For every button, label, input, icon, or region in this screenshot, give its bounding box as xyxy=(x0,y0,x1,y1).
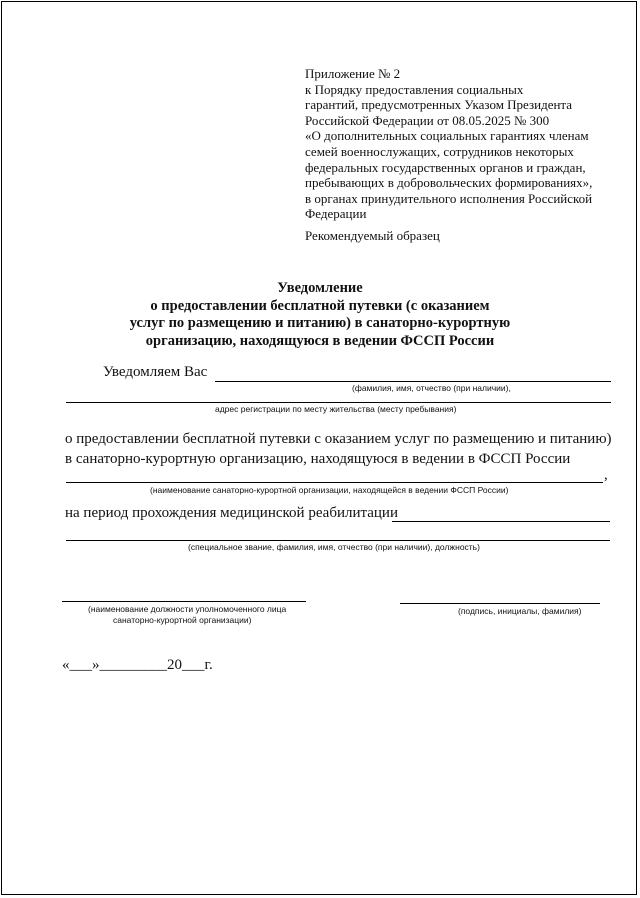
body-line-2: в санаторно-курортную организацию, находящуюся в ведении в ФССП России xyxy=(65,451,571,467)
title-line: Уведомление xyxy=(277,280,363,296)
sample-label: Рекомендуемый образец xyxy=(305,228,440,243)
document-title xyxy=(0,280,640,350)
appendix-line: Федерации xyxy=(305,206,367,222)
position-field-line[interactable] xyxy=(62,601,306,602)
person-field-line[interactable] xyxy=(66,540,610,541)
signature-field-line[interactable] xyxy=(400,603,600,604)
appendix-line: «О дополнительных социальных гарантиях членам xyxy=(305,128,589,144)
appendix-line: к Порядку предоставления социальных xyxy=(305,81,524,97)
period-label: на период прохождения медицинской реабилитации xyxy=(65,505,398,521)
address-field-line[interactable] xyxy=(66,402,611,403)
fio-hint: (фамилия, имя, отчество (при наличии), xyxy=(352,383,511,393)
period-field-line[interactable] xyxy=(392,521,610,522)
date-field[interactable]: «___»_________20___г. xyxy=(62,657,213,673)
title-line: о предоставлении бесплатной путевки (с оказанием xyxy=(150,297,490,314)
appendix-line: семей военнослужащих, сотрудников некоторых xyxy=(305,143,574,159)
appendix-header xyxy=(305,66,605,222)
appendix-line: федеральных государственных органов и граждан, xyxy=(305,159,586,175)
appendix-line: Российской Федерации от 08.05.2025 № 300 xyxy=(305,112,550,128)
appendix-line: пребывающих в добровольческих формированиях», xyxy=(305,175,593,191)
signature-hint: (подпись, инициалы, фамилия) xyxy=(458,606,582,616)
address-hint: адрес регистрации по месту жительства (месту пребывания) xyxy=(215,404,457,414)
comma: , xyxy=(604,467,608,483)
appendix-line: гарантий, предусмотренных Указом Президента xyxy=(305,97,573,113)
fio-field-line[interactable] xyxy=(215,381,611,382)
position-hint-2: санаторно-курортной организации) xyxy=(113,615,252,625)
title-line: услуг по размещению и питанию) в санаторно-курортную xyxy=(129,315,511,331)
organization-field-line[interactable] xyxy=(66,482,603,483)
appendix-line: Приложение № 2 xyxy=(305,66,401,81)
position-hint-1: (наименование должности уполномоченного лица xyxy=(88,604,287,614)
body-line-1: о предоставлении бесплатной путевки с оказанием услуг по размещению и питанию) xyxy=(65,431,612,447)
organization-hint: (наименование санаторно-курортной организации, находящейся в ведении ФССП России) xyxy=(150,485,509,495)
person-hint: (специальное звание, фамилия, имя, отчество (при наличии), должность) xyxy=(188,542,480,552)
title-line: организацию, находящуюся в ведении ФССП России xyxy=(145,332,495,349)
appendix-line: в органах принудительного исполнения Российской xyxy=(305,190,593,206)
notify-label: Уведомляем Вас xyxy=(103,364,208,380)
